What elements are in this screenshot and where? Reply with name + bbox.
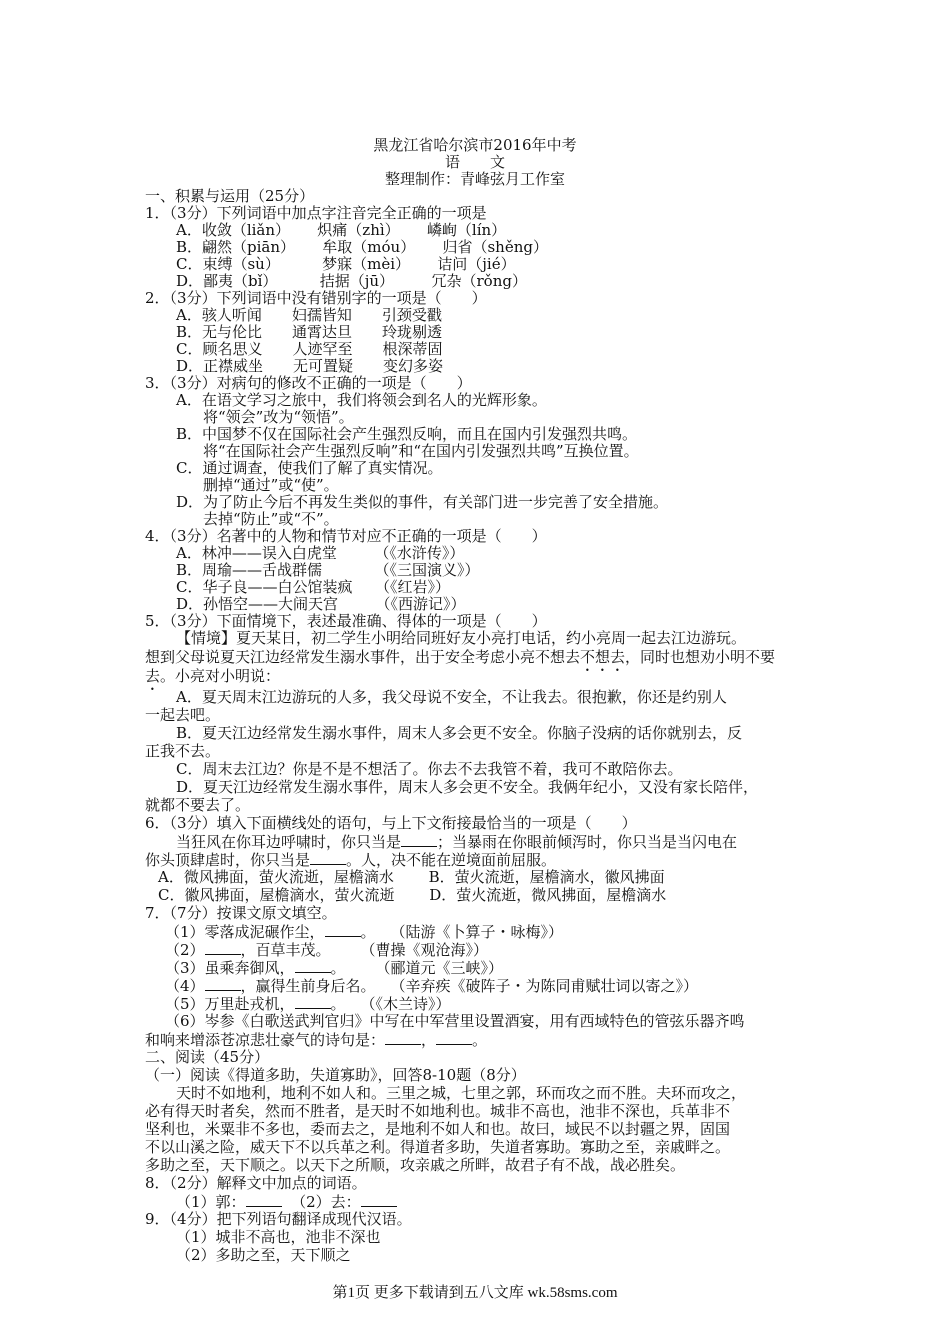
q4-stem: 4．（3分）名著中的人物和情节对应不正确的一项是（ ） (145, 527, 547, 545)
q2-option-c: C．顾名思义 人迹罕至 根深蒂固 (176, 340, 443, 358)
exam-subject: 语 文 (444, 153, 505, 171)
q5-scene-line2: 想到父母说夏天江边经常发生溺水事件，出于安全考虑小亮不想去不想去，同时也想劝小明不要 (145, 648, 776, 666)
q2-option-d: D．正襟威坐 无可置疑 变幻多姿 (176, 357, 444, 375)
producer-credit: 整理制作：青峰弦月工作室 (384, 170, 565, 188)
section2-heading: 二、阅读（45分） (145, 1048, 270, 1066)
q7-item-5: （5）万里赴戎机， 。 （《木兰诗》） (165, 995, 451, 1013)
q9-item-2: （2）多助之至，天下顺之 (176, 1246, 351, 1264)
q4-option-c: C．华子良——白公馆装疯 （《红岩》） (176, 578, 450, 596)
q3-option-a: A．在语文学习之旅中，我们将领会到名人的光辉形象。 (176, 391, 547, 409)
q5-option-b-line2: 正我不去。 (145, 742, 221, 760)
q2-option-b: B．无与伦比 通霄达旦 玲珑剔透 (176, 323, 443, 341)
q4-option-a: A．林冲——误入白虎堂 （《水浒传》） (176, 544, 465, 562)
q3-option-c: C．通过调查，使我们了解了真实情况。 (176, 459, 443, 477)
q6-passage-line1: 当狂风在你耳边呼啸时，你只当是 ；当暴雨在你眼前倾泻时，你只当是当闪电在 (176, 833, 738, 851)
q6-blank-2[interactable] (310, 850, 346, 865)
q7-blank-3[interactable] (295, 958, 331, 973)
q7-blank-5[interactable] (295, 994, 331, 1009)
q8-items: （1）郭： （2）去： (176, 1192, 397, 1211)
q5-stem: 5．（3分）下面情境下，表述最准确、得体的一项是（ ） (145, 612, 547, 630)
q7-blank-1[interactable] (325, 922, 361, 937)
q7-blank-4[interactable] (205, 976, 241, 991)
q1-option-d: D．鄙夷（bǐ） 拮据（jū） 冗杂（rǒng） (176, 272, 527, 290)
q7-stem: 7．（7分）按课文原文填空。 (145, 904, 337, 922)
q5-scene-line1: 【情境】夏天某日，初二学生小明给同班好友小亮打电话，约小亮周一起去江边游玩。 (176, 629, 747, 647)
q1-stem: 1．（3分）下列词语中加点字注音完全正确的一项是 (145, 204, 487, 222)
q1-option-a: A．收敛（liǎn） 炽痛（zhì） 嶙峋（lín） (176, 221, 507, 239)
q7-blank-7[interactable] (436, 1030, 472, 1045)
q8-stem: 8．（2分）解释文中加点的词语。 (145, 1174, 367, 1192)
q5-option-d-line1: D．夏天江边经常发生溺水事件，周末人多会更不安全。我俩年纪小，又没有家长陪伴， (176, 778, 759, 796)
q3-option-a-fix: 将“领会”改为“领悟”。 (203, 408, 354, 426)
q8-blank-2[interactable] (361, 1192, 397, 1207)
q6-options-ab: A．微风拂面，萤火流逝，屋檐滴水 B．萤火流逝，屋檐滴水，徽风拂面 (158, 868, 665, 886)
q5-option-b-line1: B．夏天江边经常发生溺水事件，周末人多会更不安全。你脑子没病的话你就别去，反 (176, 724, 743, 742)
page-footer: 第1页 更多下载请到五八文库 wk.58sms.com (332, 1285, 618, 1301)
q3-option-d: D．为了防止今后不再发生类似的事件，有关部门进一步完善了安全措施。 (176, 493, 669, 511)
q5-scene-line3: 去。小亮对小明说： (145, 667, 281, 685)
q7-item-4: （4） ，赢得生前身后名。 （辛弃疾《破阵子・为陈同甫赋壮词以寄之》） (165, 977, 699, 995)
q5-option-c: C．周末去江边？你是不是不想活了。你去不去我管不着，我可不敢陪你去。 (176, 760, 683, 778)
q3-option-d-fix: 去掉“防止”或“不”。 (203, 510, 339, 528)
q6-blank-1[interactable] (401, 832, 437, 847)
q3-option-b: B．中国梦不仅在国际社会产生强烈反响，而且在国内引发强烈共鸣。 (176, 425, 638, 443)
passage-line: 坚利也，米粟非不多也，委而去之，是地利不如人和也。故曰，域民不以封疆之界，固国 (145, 1120, 731, 1138)
q4-option-b: B．周瑜——舌战群儒 （《三国演义》） (176, 561, 480, 579)
passage-line: 必有得天时者矣，然而不胜者，是天时不如地利也。城非不高也，池非不深也，兵革非不 (145, 1102, 731, 1120)
passage-line: 天时不如地利，地利不如人和。三里之城，七里之郭，环而攻之而不胜。夫环而攻之， (176, 1084, 747, 1102)
q5-option-a-line1: A．夏天周末江边游玩的人多，我父母说不安全，不让我去。很抱歉，你还是约别人 (176, 688, 727, 706)
q8-blank-1[interactable] (246, 1192, 282, 1207)
q3-stem: 3．（3分）对病句的修改不正确的一项是（ ） (145, 374, 472, 392)
q4-option-d: D．孙悟空——大闹天宫 （《西游记》） (176, 595, 466, 613)
q5-option-a-line2: 一起去吧。 (145, 706, 221, 724)
q2-stem: 2．（3分）下列词语中没有错别字的一项是（ ） (145, 289, 487, 307)
reading-part1-heading: （一）阅读《得道多助，失道寡助》，回答8-10题（8分） (145, 1066, 526, 1084)
passage-line: 不以山溪之险，威天下不以兵革之利。得道者多助，失道者寡助。寡助之至，亲戚畔之。 (145, 1138, 731, 1156)
q7-item-6-line2: 和响来增添苍凉悲壮豪气的诗句是： ， 。 (145, 1031, 488, 1049)
q9-stem: 9．（4分）把下列语句翻译成现代汉语。 (145, 1210, 412, 1228)
q1-option-b: B．翩然（piān） 牟取（móu） 归省（shěng） (176, 238, 548, 256)
exam-title: 黑龙江省哈尔滨市2016年中考 (373, 136, 577, 154)
q6-options-cd: C．徽风拂面，屋檐滴水，萤火流逝 D．萤火流逝，微风拂面，屋檐滴水 (158, 886, 667, 904)
q5-option-d-line2: 就都不要去了。 (145, 796, 251, 814)
q6-stem: 6．（3分）填入下面横线处的语句，与上下文衔接最恰当的一项是（ ） (145, 814, 637, 832)
q7-item-2: （2） ，百草丰茂。 （曹操《观沧海》） (165, 941, 489, 959)
q3-option-c-fix: 删掉“通过”或“使”。 (203, 476, 339, 494)
q6-passage-line2: 你头顶肆虐时，你只当是 。人，决不能在逆境面前屈服。 (145, 851, 557, 869)
q1-option-c: C．束缚（sù） 梦寐（mèi） 诘问（jié） (176, 255, 516, 273)
q7-item-6-line1: （6）岑参《白歌送武判官归》中写在中军营里设置酒宴，用有西域特色的管弦乐器齐鸣 (165, 1012, 745, 1030)
q7-blank-6[interactable] (385, 1030, 421, 1045)
q2-option-a: A．骇人听闻 妇孺皆知 引颈受戳 (176, 306, 442, 324)
q9-item-1: （1）城非不高也，池非不深也 (176, 1228, 381, 1246)
q7-item-3: （3）虽乘奔御风， 。 （郦道元《三峡》） (165, 959, 504, 977)
q7-blank-2[interactable] (205, 940, 241, 955)
passage-line: 多助之至，天下顺之。以天下之所顺，攻亲戚之所畔，故君子有不战，战必胜矣。 (145, 1156, 686, 1174)
q3-option-b-fix: 将“在国际社会产生强烈反响”和“在国内引发强烈共鸣”互换位置。 (203, 442, 639, 460)
q7-item-1: （1）零落成泥碾作尘， 。 （陆游《卜算子・咏梅》） (165, 923, 564, 941)
section1-heading: 一、积累与运用（25分） (145, 187, 315, 205)
